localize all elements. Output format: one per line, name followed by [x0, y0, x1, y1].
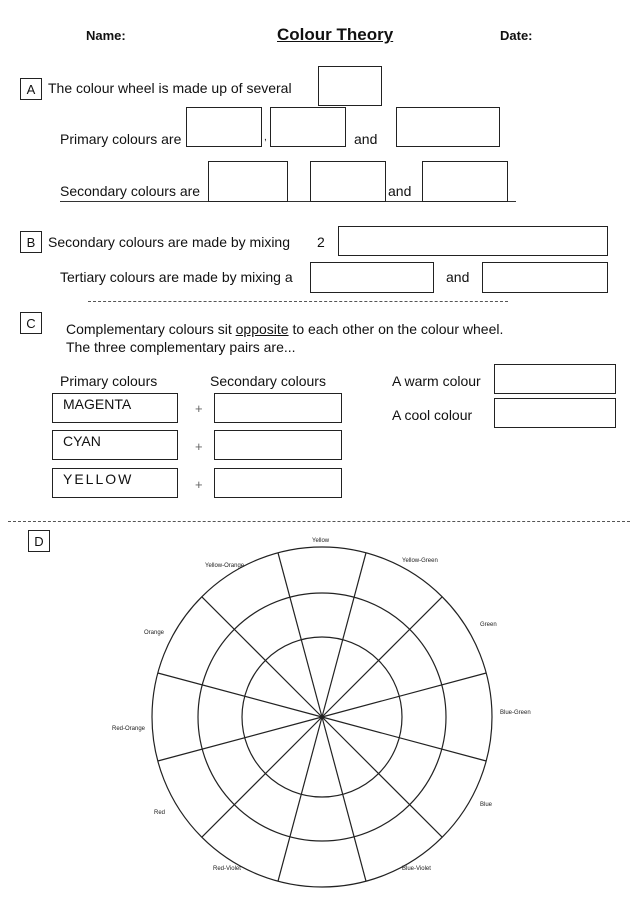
wheel-spoke: [322, 553, 366, 717]
wheel-label-red: Red: [154, 810, 166, 816]
date-label: Date:: [500, 28, 533, 43]
wheel-label-yellow: Yellow: [312, 538, 330, 544]
and-label: and: [354, 131, 378, 147]
section-a-line3: Secondary colours are: [60, 183, 201, 199]
wheel-spoke: [278, 553, 322, 717]
wheel-spoke: [202, 717, 322, 837]
wheel-spoke: [322, 717, 486, 761]
name-label: Name:: [86, 28, 126, 43]
wheel-label-red-orange: Red-Orange: [112, 726, 146, 732]
wheel-label-blue-green: Blue-Green: [500, 710, 531, 716]
section-a-line2: Primary colours are: [60, 131, 182, 147]
and-label: and: [388, 183, 412, 199]
wheel-spoke: [278, 717, 322, 881]
wheel-spokes: [158, 553, 486, 881]
primary-box-magenta: MAGENTA: [52, 393, 178, 423]
primary-colours-header: Primary colours: [60, 373, 158, 389]
section-c-marker: C: [20, 312, 42, 334]
mix-count: 2: [317, 234, 325, 250]
comma-separator: ,: [264, 132, 267, 143]
wheel-label-blue: Blue: [480, 802, 493, 808]
intro-text: to each other on the colour wheel.: [288, 321, 504, 337]
section-b-marker: B: [20, 231, 42, 253]
wheel-spoke: [322, 717, 442, 837]
plus-sign: +: [195, 477, 203, 492]
wheel-spoke: [158, 717, 322, 761]
section-b-line1: Secondary colours are made by mixing: [48, 234, 291, 250]
cool-colour-label: A cool colour: [392, 407, 473, 423]
section-c-intro-line2: The three complementary pairs are...: [66, 339, 296, 355]
primary-box-cyan: CYAN: [52, 430, 178, 460]
and-label: and: [446, 269, 470, 285]
wheel-label-red-violet: Red-Violet: [213, 866, 241, 872]
wheel-spoke: [202, 597, 322, 717]
wheel-label-green: Green: [480, 622, 497, 628]
intro-text: Complementary colours sit: [66, 321, 236, 337]
wheel-spoke: [322, 597, 442, 717]
wheel-spoke: [322, 717, 366, 881]
secondary-colours-header: Secondary colours: [210, 373, 326, 389]
warm-colour-label: A warm colour: [392, 373, 481, 389]
section-b-line2: Tertiary colours are made by mixing a: [60, 269, 293, 285]
page-title: Colour Theory: [277, 25, 394, 44]
wheel-spoke: [322, 673, 486, 717]
plus-sign: +: [195, 439, 203, 454]
section-d-marker: D: [28, 530, 50, 552]
wheel-label-yellow-green: Yellow-Green: [402, 558, 438, 564]
section-a-line1: The colour wheel is made up of several: [48, 80, 292, 96]
wheel-label-blue-violet: Blue-Violet: [402, 866, 431, 872]
section-a-marker: A: [20, 78, 42, 100]
plus-sign: +: [195, 401, 203, 416]
wheel-spoke: [158, 673, 322, 717]
intro-underlined-word: opposite: [235, 321, 289, 337]
primary-box-yellow: YELLOW: [52, 468, 178, 498]
wheel-label-yellow-orange: Yellow-Orange: [205, 563, 245, 569]
wheel-label-orange: Orange: [144, 630, 165, 636]
